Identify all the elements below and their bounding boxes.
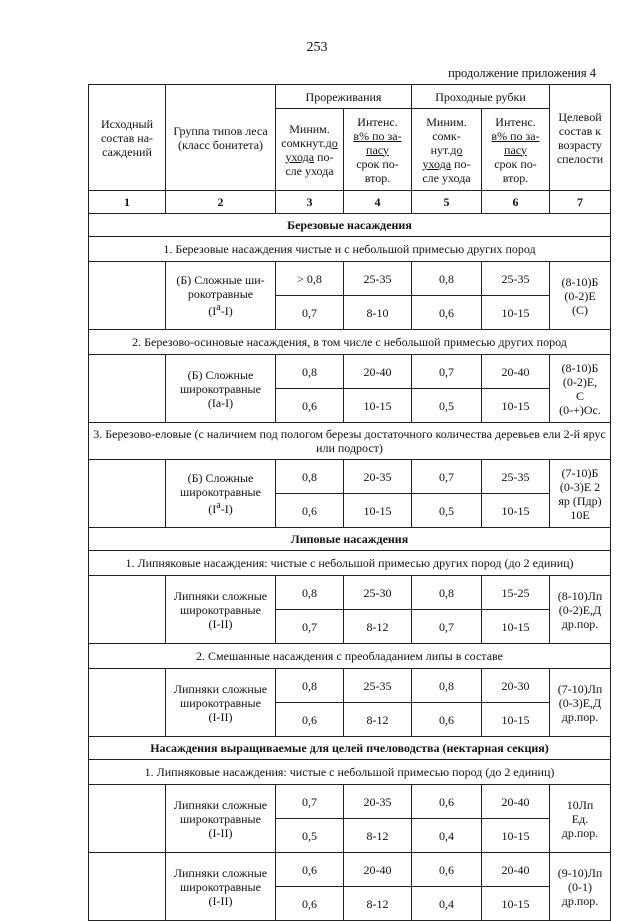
header-initial-composition: Исходный состав на-саждений bbox=[89, 85, 166, 191]
page-number: 253 bbox=[306, 40, 328, 55]
target-composition-cell: (8-10)Лп (0-2)Е,Д др.пор. bbox=[550, 576, 611, 644]
data-cell: 25-35 bbox=[482, 460, 550, 494]
data-cell: 0,8 bbox=[276, 576, 344, 610]
data-cell: 8-12 bbox=[344, 610, 412, 644]
data-cell: 0,8 bbox=[276, 460, 344, 494]
column-number: 4 bbox=[344, 191, 412, 214]
data-cell: 0,8 bbox=[276, 355, 344, 389]
data-cell: 0,6 bbox=[412, 296, 482, 330]
data-cell: 10-15 bbox=[482, 887, 550, 921]
header-forest-type-group: Группа типов леса (класс бонитета) bbox=[166, 85, 276, 191]
column-number: 7 bbox=[550, 191, 611, 214]
subsection-title: 3. Березово-еловые (с наличием под пологом березы достаточного количества деревьев ели 2-й ярус или подрост) bbox=[89, 423, 611, 460]
forest-type-cell: (Б) Сложные широкотравные (Iа-I) bbox=[166, 355, 276, 423]
target-composition-cell: (8-10)Б (0-2)Е, С (0-+)Ос. bbox=[550, 355, 611, 423]
data-cell: 10-15 bbox=[482, 610, 550, 644]
data-cell: 25-30 bbox=[344, 576, 412, 610]
initial-composition-cell bbox=[89, 576, 166, 644]
header-intensity-thinning: Интенс. в% по за- пасу срок по- втор. bbox=[344, 109, 412, 191]
header-thinning: Прореживания bbox=[276, 85, 412, 109]
data-cell: 10-15 bbox=[482, 296, 550, 330]
initial-composition-cell bbox=[89, 853, 166, 921]
target-composition-cell: (8-10)Б (0-2)Е (С) bbox=[550, 262, 611, 330]
data-cell: 0,6 bbox=[276, 853, 344, 887]
forest-care-table bbox=[88, 84, 611, 921]
subsection-title: 2. Березово-осиновые насаждения, в том числе с небольшой примесью других пород bbox=[89, 330, 611, 355]
data-cell: 20-40 bbox=[344, 355, 412, 389]
data-cell: 0,7 bbox=[412, 460, 482, 494]
data-cell: 8-10 bbox=[344, 296, 412, 330]
data-cell: 0,6 bbox=[412, 785, 482, 819]
header-min-closure-passage: Миним. сомк- нут.до ухода по- сле ухода bbox=[412, 109, 482, 191]
data-cell: 0,6 bbox=[276, 494, 344, 528]
data-cell: 0,6 bbox=[276, 703, 344, 737]
initial-composition-cell bbox=[89, 355, 166, 423]
data-cell: 0,4 bbox=[412, 887, 482, 921]
data-cell: 20-35 bbox=[344, 460, 412, 494]
header-min-closure-thinning: Миним. сомкнут.до ухода по- сле ухода bbox=[276, 109, 344, 191]
subsection-title: 2. Смешанные насаждения с преобладанием липы в составе bbox=[89, 644, 611, 669]
data-cell: 0,8 bbox=[412, 669, 482, 703]
data-cell: 0,8 bbox=[276, 669, 344, 703]
column-number: 5 bbox=[412, 191, 482, 214]
forest-type-cell: Липняки сложные широкотравные (I-II) bbox=[166, 785, 276, 853]
data-cell: 0,7 bbox=[276, 296, 344, 330]
data-cell: 25-35 bbox=[344, 262, 412, 296]
data-cell: 20-40 bbox=[482, 355, 550, 389]
data-cell: 0,7 bbox=[276, 785, 344, 819]
forest-type-cell: Липняки сложные широкотравные (I-II) bbox=[166, 853, 276, 921]
data-cell: 20-40 bbox=[482, 785, 550, 819]
data-cell: 0,8 bbox=[412, 262, 482, 296]
data-cell: 0,6 bbox=[276, 887, 344, 921]
data-cell: 10-15 bbox=[344, 389, 412, 423]
column-number: 6 bbox=[482, 191, 550, 214]
header-passage-cutting: Проходные рубки bbox=[412, 85, 550, 109]
data-cell: 25-35 bbox=[344, 669, 412, 703]
subsection-title: 1. Березовые насаждения чистые и с небольшой примесью других пород bbox=[89, 237, 611, 262]
data-cell: 10-15 bbox=[482, 703, 550, 737]
forest-type-cell: (Б) Сложные широкотравные $(I^а-I)$ bbox=[166, 460, 276, 528]
forest-type-cell: Липняки сложные широкотравные (I-II) bbox=[166, 669, 276, 737]
data-cell: 20-40 bbox=[344, 853, 412, 887]
data-cell: 20-40 bbox=[482, 853, 550, 887]
target-composition-cell: (7-10)Б (0-3)Е 2 яр (Пдр) 10Е bbox=[550, 460, 611, 528]
data-cell: 0,5 bbox=[412, 389, 482, 423]
appendix-continuation-note: продолжение приложения 4 bbox=[448, 66, 596, 80]
data-cell: 0,4 bbox=[412, 819, 482, 853]
data-cell: 0,7 bbox=[412, 355, 482, 389]
header-intensity-passage: Интенс. в% по за- пасу срок по- втор. bbox=[482, 109, 550, 191]
section-title: Березовые насаждения bbox=[89, 214, 611, 237]
data-cell: 0,8 bbox=[412, 576, 482, 610]
subsection-title: 1. Липняковые насаждения: чистые с небольшой примесью других пород (до 2 единиц) bbox=[89, 551, 611, 576]
data-cell: 0,5 bbox=[276, 819, 344, 853]
data-cell: 8-12 bbox=[344, 819, 412, 853]
data-cell: 0,7 bbox=[276, 610, 344, 644]
initial-composition-cell bbox=[89, 262, 166, 330]
forest-type-cell: Липняки сложные широкотравные (I-II) bbox=[166, 576, 276, 644]
target-composition-cell: 10Лп Ед. др.пор. bbox=[550, 785, 611, 853]
data-cell: > 0,8 bbox=[276, 262, 344, 296]
data-cell: 25-35 bbox=[482, 262, 550, 296]
column-number: 2 bbox=[166, 191, 276, 214]
initial-composition-cell bbox=[89, 460, 166, 528]
section-title: Насаждения выращиваемые для целей пчеловодства (нектарная секция) bbox=[89, 737, 611, 760]
header-target-composition: Целевой состав к возрасту спелости bbox=[550, 85, 611, 191]
target-composition-cell: (7-10)Лп (0-3)Е,Д др.пор. bbox=[550, 669, 611, 737]
subsection-title: 1. Липняковые насаждения: чистые с небольшой примесью пород (до 2 единиц) bbox=[89, 760, 611, 785]
data-cell: 0,6 bbox=[276, 389, 344, 423]
data-cell: 8-12 bbox=[344, 887, 412, 921]
data-cell: 0,7 bbox=[412, 610, 482, 644]
target-composition-cell: (9-10)Лп (0-1) др.пор. bbox=[550, 853, 611, 921]
section-title: Липовые насаждения bbox=[89, 528, 611, 551]
data-cell: 10-15 bbox=[344, 494, 412, 528]
data-cell: 8-12 bbox=[344, 703, 412, 737]
column-number-row bbox=[89, 191, 611, 214]
column-number: 1 bbox=[89, 191, 166, 214]
data-cell: 0,6 bbox=[412, 703, 482, 737]
data-cell: 10-15 bbox=[482, 494, 550, 528]
forest-type-cell: (Б) Сложные ши- рокотравные $(I^а-I)$ bbox=[166, 262, 276, 330]
data-cell: 0,6 bbox=[412, 853, 482, 887]
data-cell: 20-35 bbox=[344, 785, 412, 819]
data-cell: 20-30 bbox=[482, 669, 550, 703]
data-cell: 15-25 bbox=[482, 576, 550, 610]
initial-composition-cell bbox=[89, 785, 166, 853]
initial-composition-cell bbox=[89, 669, 166, 737]
column-number: 3 bbox=[276, 191, 344, 214]
data-cell: 0,5 bbox=[412, 494, 482, 528]
data-cell: 10-15 bbox=[482, 389, 550, 423]
data-cell: 10-15 bbox=[482, 819, 550, 853]
